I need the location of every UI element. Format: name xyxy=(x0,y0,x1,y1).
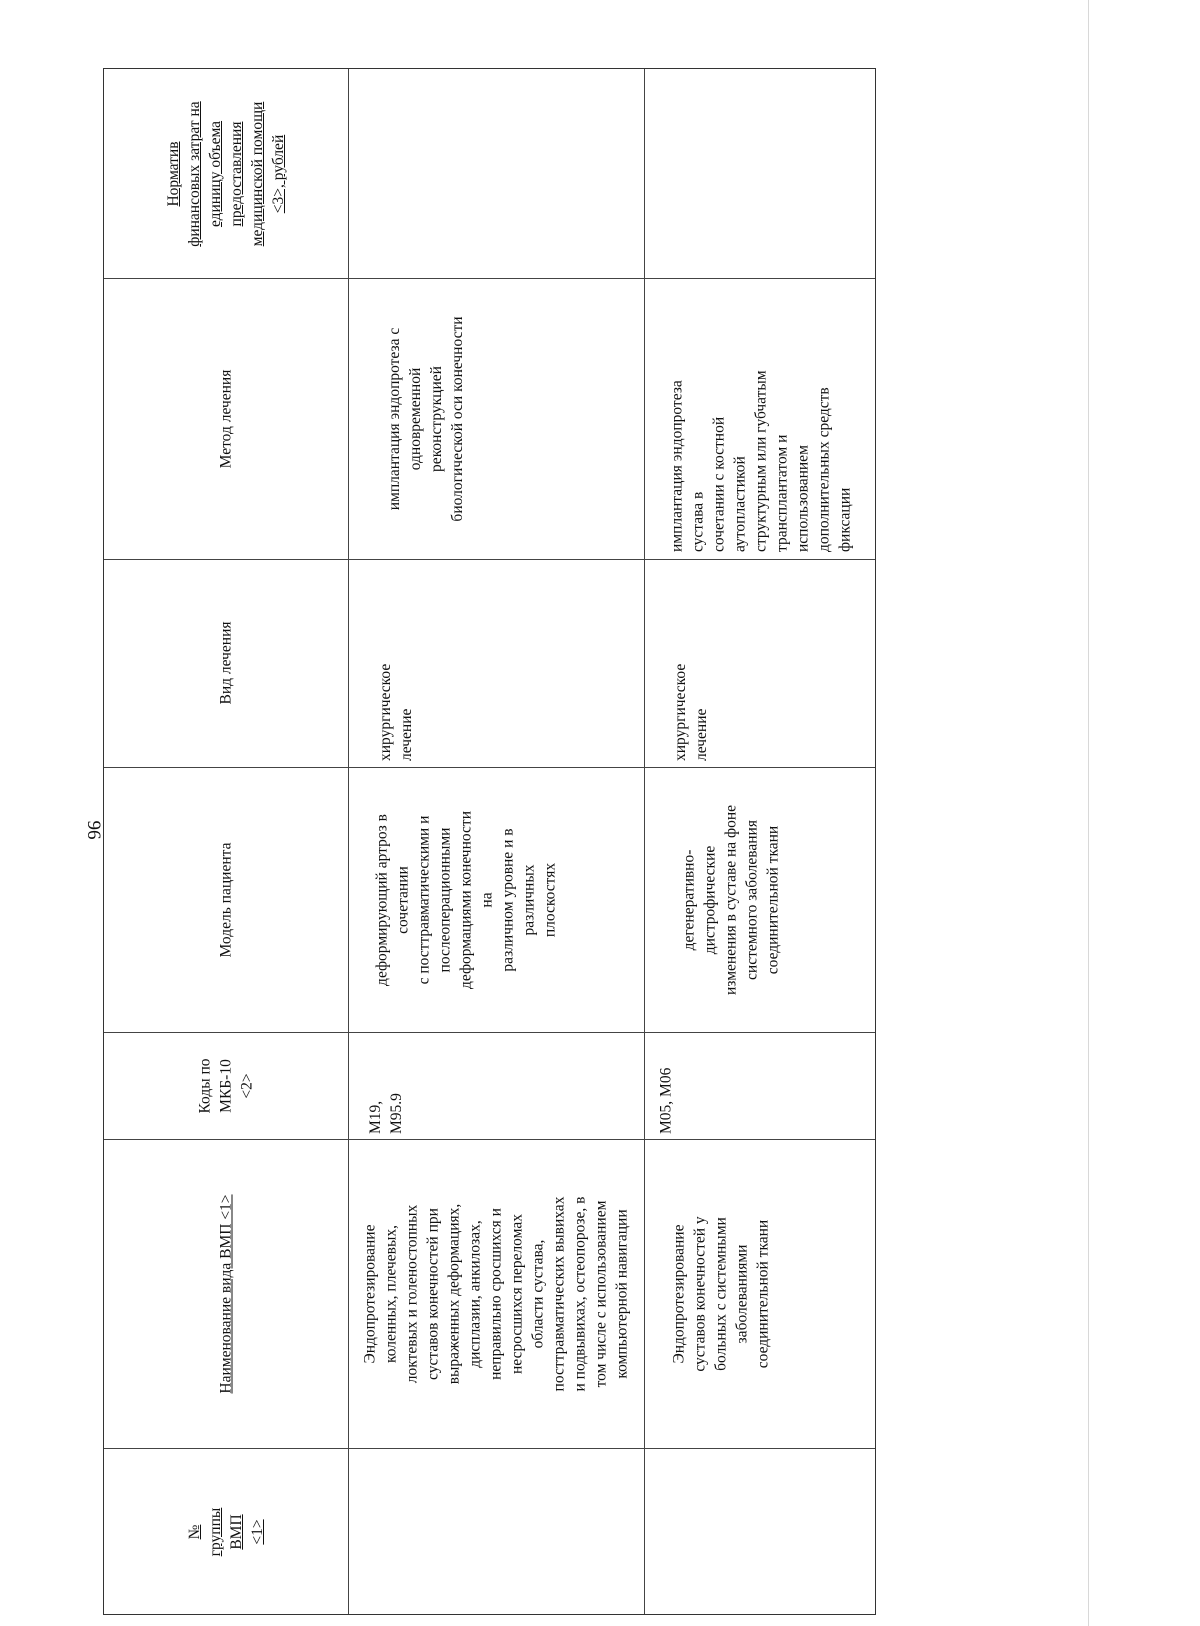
row2-vmp-name: Эндопротезирование суставов конечностей у больных с системными заболеваниями соединительной ткани xyxy=(670,1215,771,1372)
row1-patient-model: деформирующий артроз в сочетании с посттравматическими и послеоперационными деформациями конечности на различном уровне и в различных плоскостях xyxy=(373,810,559,989)
row2-model-cell xyxy=(644,767,877,1032)
header-cost-norm: Норматив финансовых затрат на единицу объема предоставления медицинской помощи <3>, рублей xyxy=(165,100,287,247)
header-type-cell xyxy=(104,559,348,767)
page-edge-rule xyxy=(1088,0,1089,1626)
row2-vmp-cell xyxy=(644,1139,877,1448)
row1-type-cell xyxy=(348,559,644,767)
row1-treatment-type: хирургическое лечение xyxy=(377,663,415,761)
row2-treatment-method: имплантация эндопротеза сустава в сочетании с костной аутопластикой структурным или губчатым трансплантатом и использованием дополнительных средств фиксации xyxy=(668,369,853,552)
row2-method-cell xyxy=(644,278,877,559)
row2-icd-cell xyxy=(644,1032,877,1139)
header-treatment-type: Вид лечения xyxy=(217,621,235,705)
row1-icd-cell xyxy=(348,1032,644,1139)
row2-treatment-type: хирургическое лечение xyxy=(671,663,710,761)
row2-patient-model: дегенеративно- дистрофические изменения в суставе на фоне системного заболевания соединительной ткани xyxy=(680,804,781,995)
header-group-cell xyxy=(104,1448,348,1616)
treatment-table xyxy=(103,68,876,1615)
header-cost-norm-cell xyxy=(104,69,348,278)
header-vmp-name: Наименование вида ВМП <1> xyxy=(217,1193,235,1394)
header-group-no: № группы ВМП <1> xyxy=(186,1507,266,1557)
row1-icd-codes: M19, M95.9 xyxy=(367,1092,405,1134)
row1-group-cell xyxy=(348,1448,644,1616)
header-icd-cell xyxy=(104,1032,348,1139)
header-model-cell xyxy=(104,767,348,1032)
header-method-cell xyxy=(104,278,348,559)
page-number: 96 xyxy=(83,820,104,840)
row1-vmp-cell xyxy=(348,1139,644,1448)
header-patient-model: Модель пациента xyxy=(217,842,235,957)
row2-group-cell xyxy=(644,1448,877,1616)
row1-model-cell xyxy=(348,767,644,1032)
header-treatment-method: Метод лечения xyxy=(217,369,235,468)
header-icd-codes: Коды по МКБ-10 <2> xyxy=(196,1057,256,1114)
row1-treatment-method: имплантация эндопротеза с одновременной реконструкцией биологической оси конечности xyxy=(386,315,466,522)
row2-type-cell xyxy=(644,559,877,767)
header-vmp-cell xyxy=(104,1139,348,1448)
row1-method-cell xyxy=(348,278,644,559)
row2-icd-codes: M05, M06 xyxy=(657,1067,674,1134)
row1-vmp-name: Эндопротезирование коленных, плечевых, локтевых и голеностопных суставов конечностей при выраженных деформациях, дисплазии, анкилозах, неправильно сросшихся и несросшихся переломах области сустава, посттравматических вывихах и подвывихах, остеопорозе, в том числе с использованием компьютерной навигации xyxy=(361,1196,631,1391)
